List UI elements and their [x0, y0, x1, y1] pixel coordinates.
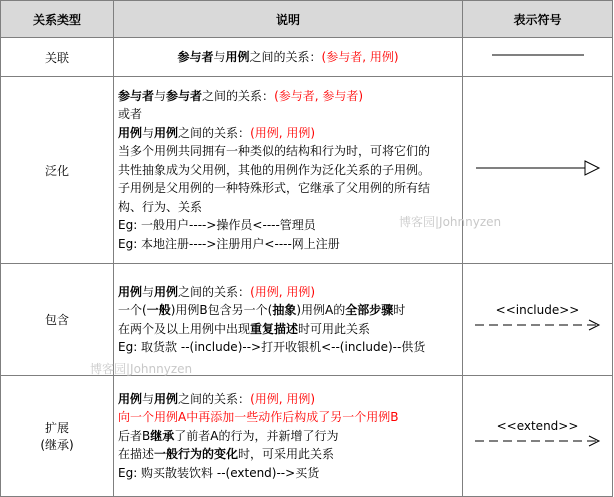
bold-text: 用例 — [154, 391, 179, 406]
description-cell — [114, 376, 463, 497]
text-segment: 之间的关系： — [178, 125, 251, 140]
symbol-cell — [463, 77, 613, 264]
type-label: 泛化 — [44, 163, 69, 178]
description-line — [118, 320, 458, 339]
bold-text: 一般 — [146, 303, 171, 317]
text-segment: 构、行为、关系 — [118, 199, 203, 214]
description-line — [118, 301, 458, 320]
bold-text: 参与者 — [166, 88, 203, 103]
text-segment: 之间的关系： — [249, 49, 322, 64]
type-cell — [1, 264, 114, 376]
bold-text: 用例 — [118, 391, 143, 406]
stereotype-label: <<extend>> — [496, 419, 579, 433]
row-include — [1, 264, 613, 376]
association-line-icon — [463, 45, 613, 65]
text-segment: Eg: 取货款 --(include)-->打开收银机<--(include)--供货 — [118, 340, 426, 354]
description-cell — [114, 77, 463, 264]
text-segment: 后者B — [118, 428, 151, 443]
text-segment: 之间的关系： — [202, 88, 275, 103]
description-line — [118, 464, 458, 483]
description-line — [118, 390, 458, 409]
text-segment: 了前者A的行为，并新增了行为 — [174, 428, 339, 443]
bold-text: 用例 — [154, 125, 179, 140]
row-association — [1, 38, 613, 77]
bold-text: 一般行为的变化 — [154, 447, 239, 462]
text-segment: 子用例是父用例的一种特殊形式，它继承了父用例的所有结 — [118, 181, 431, 196]
description-line — [118, 427, 458, 446]
text-segment: 时可用此关系 — [298, 321, 371, 336]
bold-text: 用例 — [118, 125, 143, 140]
text-segment: 与 — [213, 49, 226, 64]
dashed-arrow-icon — [463, 433, 613, 449]
header-type: 关系类型 — [1, 1, 114, 38]
description-line — [118, 445, 458, 464]
text-segment: 在描述 — [118, 447, 155, 462]
description-line — [118, 142, 458, 161]
description-line — [118, 124, 458, 143]
text-segment: 时 — [393, 303, 406, 317]
highlight-text: (用例, 用例) — [250, 391, 316, 406]
description-line — [118, 408, 458, 427]
text-segment: 与 — [142, 125, 155, 140]
watermark: 博客园|Johnnyzen — [399, 215, 502, 229]
highlight-text: 向一个用例A中再添加一些动作后构成了另一个用例B — [118, 410, 399, 425]
text-segment: 在两个及以上用例中出现 — [118, 321, 251, 336]
description-line — [118, 87, 458, 106]
description-cell — [114, 38, 463, 77]
row-generalization — [1, 77, 613, 264]
text-segment: Eg: 一般用户---->操作员<----管理员 — [118, 218, 316, 233]
bold-text: 继承 — [150, 428, 175, 443]
description-cell — [114, 264, 463, 376]
bold-text: 参与者 — [177, 49, 214, 64]
bold-text: 用例 — [118, 284, 143, 299]
highlight-text: (用例, 用例) — [250, 125, 316, 140]
highlight-text: (参与者, 用例) — [321, 49, 399, 64]
symbol-cell — [463, 264, 613, 376]
text-segment: 或者 — [118, 107, 143, 122]
text-segment: 时，可采用此关系 — [238, 447, 335, 462]
highlight-text: (用例, 用例) — [250, 284, 316, 299]
bold-text: 重复描述 — [250, 321, 299, 336]
type-sublabel: (继承) — [40, 438, 74, 452]
header-row — [1, 1, 613, 38]
text-segment: 一个( — [118, 303, 147, 317]
text-segment: 之间的关系： — [178, 284, 251, 299]
text-segment: 与 — [142, 391, 155, 406]
text-segment: 之间的关系： — [178, 391, 251, 406]
highlight-text: (参与者, 参与者) — [274, 88, 364, 103]
text-segment: Eg: 本地注册---->注册用户<----网上注册 — [118, 236, 340, 251]
description-line — [118, 235, 458, 254]
text-segment: )用例B包含另一个( — [170, 303, 273, 317]
type-cell — [1, 376, 114, 497]
header-description: 说明 — [114, 1, 463, 38]
text-segment: 与 — [154, 88, 167, 103]
watermark: 博客园|Johnnyzen — [90, 362, 193, 376]
text-segment: 共性抽象成为父用例，其他的用例作为泛化关系的子用例。 — [118, 162, 431, 177]
description-line — [118, 48, 458, 67]
row-extend — [1, 376, 613, 497]
symbol-cell — [463, 376, 613, 497]
description-line — [118, 161, 458, 180]
text-segment: Eg: 购买散装饮料 --(extend)-->买货 — [118, 465, 320, 480]
bold-text: 抽象 — [272, 303, 297, 317]
stereotype-label: <<include>> — [495, 302, 580, 317]
type-label: 关联 — [44, 50, 69, 65]
header-symbol: 表示符号 — [463, 1, 613, 38]
bold-text: 用例 — [225, 49, 250, 64]
type-cell — [1, 38, 114, 77]
dashed-arrow-icon — [463, 317, 613, 333]
type-cell — [1, 77, 114, 264]
bold-text: 全部步骤 — [345, 303, 394, 317]
text-segment: )用例A的 — [296, 303, 346, 317]
symbol-cell — [463, 38, 613, 77]
type-label: 包含 — [44, 313, 69, 327]
description-line — [118, 105, 458, 124]
bold-text: 用例 — [154, 284, 179, 299]
generalization-arrow-icon — [463, 158, 613, 178]
description-line — [118, 338, 458, 357]
bold-text: 参与者 — [118, 88, 155, 103]
text-segment: 与 — [142, 284, 155, 299]
description-line — [118, 283, 458, 302]
type-label: 扩展 — [44, 421, 69, 435]
text-segment: 当多个用例共同拥有一种类似的结构和行为时，可将它们的 — [118, 144, 431, 159]
description-line — [118, 179, 458, 198]
